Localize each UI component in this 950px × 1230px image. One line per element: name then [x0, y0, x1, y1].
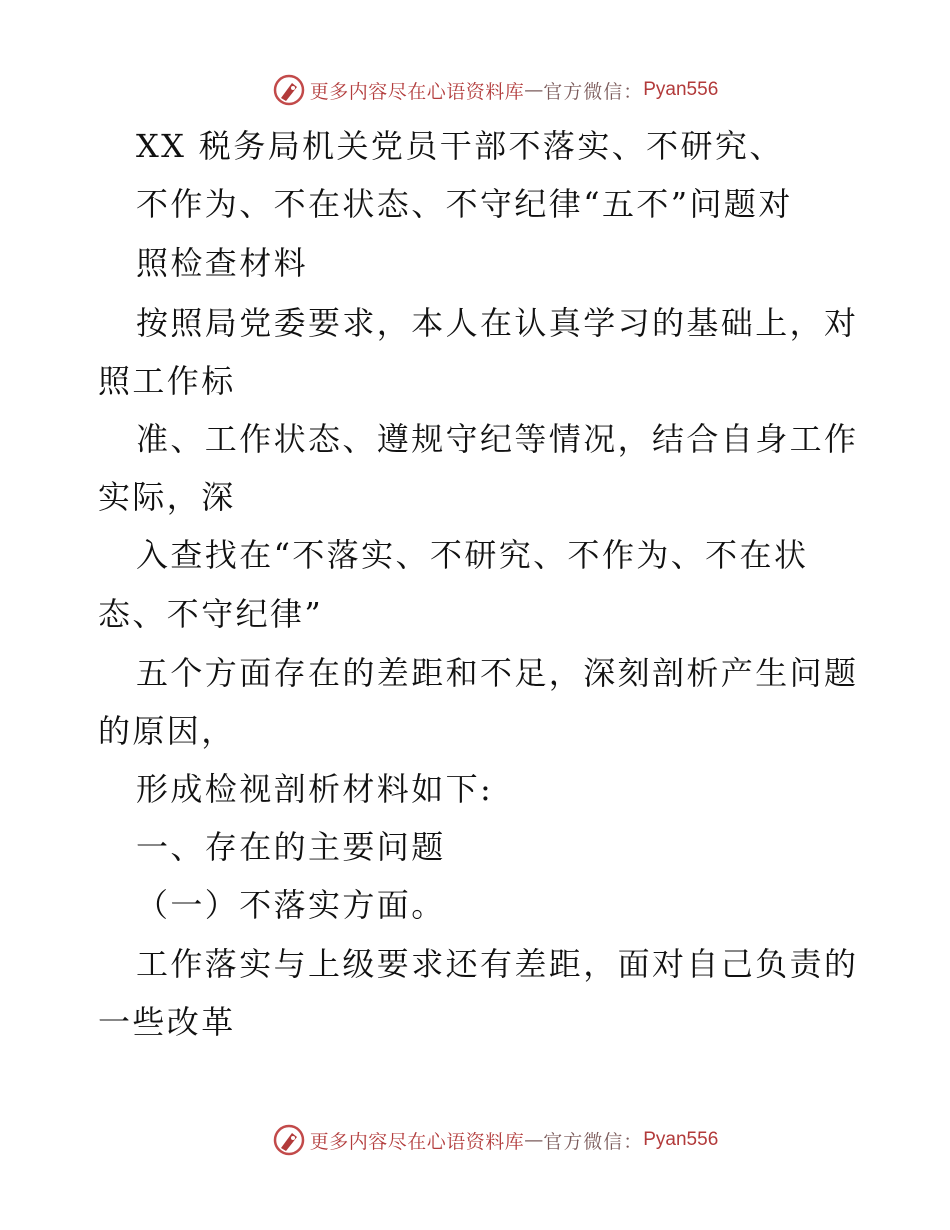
body-line-9: 形成检视剖析材料如下:	[136, 770, 494, 808]
watermark-brand: 更多内容尽在心语资料库	[309, 1130, 525, 1153]
footer-watermark	[0, 1122, 950, 1158]
body-line-3: 准、工作状态、遵规守纪等情况，结合自身工作	[136, 420, 859, 458]
title-line-1: XX 税务局机关党员干部不落实、不研究、	[136, 127, 784, 165]
body-line-12: 工作落实与上级要求还有差距，面对自己负责的	[136, 945, 859, 983]
body-line-7: 五个方面存在的差距和不足，深刻剖析产生问题	[136, 654, 859, 692]
title-line-2: 不作为、不在状态、不守纪律“五不”问题对	[136, 185, 793, 223]
watermark-id: Pyan556	[643, 79, 719, 100]
body-line-13: 一些改革	[98, 1003, 236, 1041]
pen-nib-circle-icon	[272, 73, 306, 107]
header-watermark	[0, 72, 950, 108]
watermark-official: 官方微信：	[543, 80, 644, 103]
section-heading: 一、存在的主要问题	[136, 828, 446, 866]
pen-nib-circle-icon	[272, 1123, 306, 1157]
body-line-5: 入查找在“不落实、不研究、不作为、不在状	[136, 536, 809, 574]
watermark-id: Pyan556	[643, 1129, 719, 1150]
body-line-1: 按照局党委要求，本人在认真学习的基础上，对	[136, 304, 859, 342]
watermark-official: 官方微信：	[543, 1130, 644, 1153]
body-line-4: 实际，深	[98, 478, 236, 516]
watermark-separator: —	[524, 1129, 544, 1151]
watermark-brand: 更多内容尽在心语资料库	[309, 80, 525, 103]
body-line-2: 照工作标	[98, 362, 236, 400]
subsection-heading: （一）不落实方面。	[136, 886, 446, 924]
body-line-8: 的原因，	[98, 712, 236, 750]
body-line-6: 态、不守纪律”	[98, 595, 324, 633]
title-line-3: 照检查材料	[136, 244, 309, 282]
watermark-separator: —	[524, 79, 544, 101]
